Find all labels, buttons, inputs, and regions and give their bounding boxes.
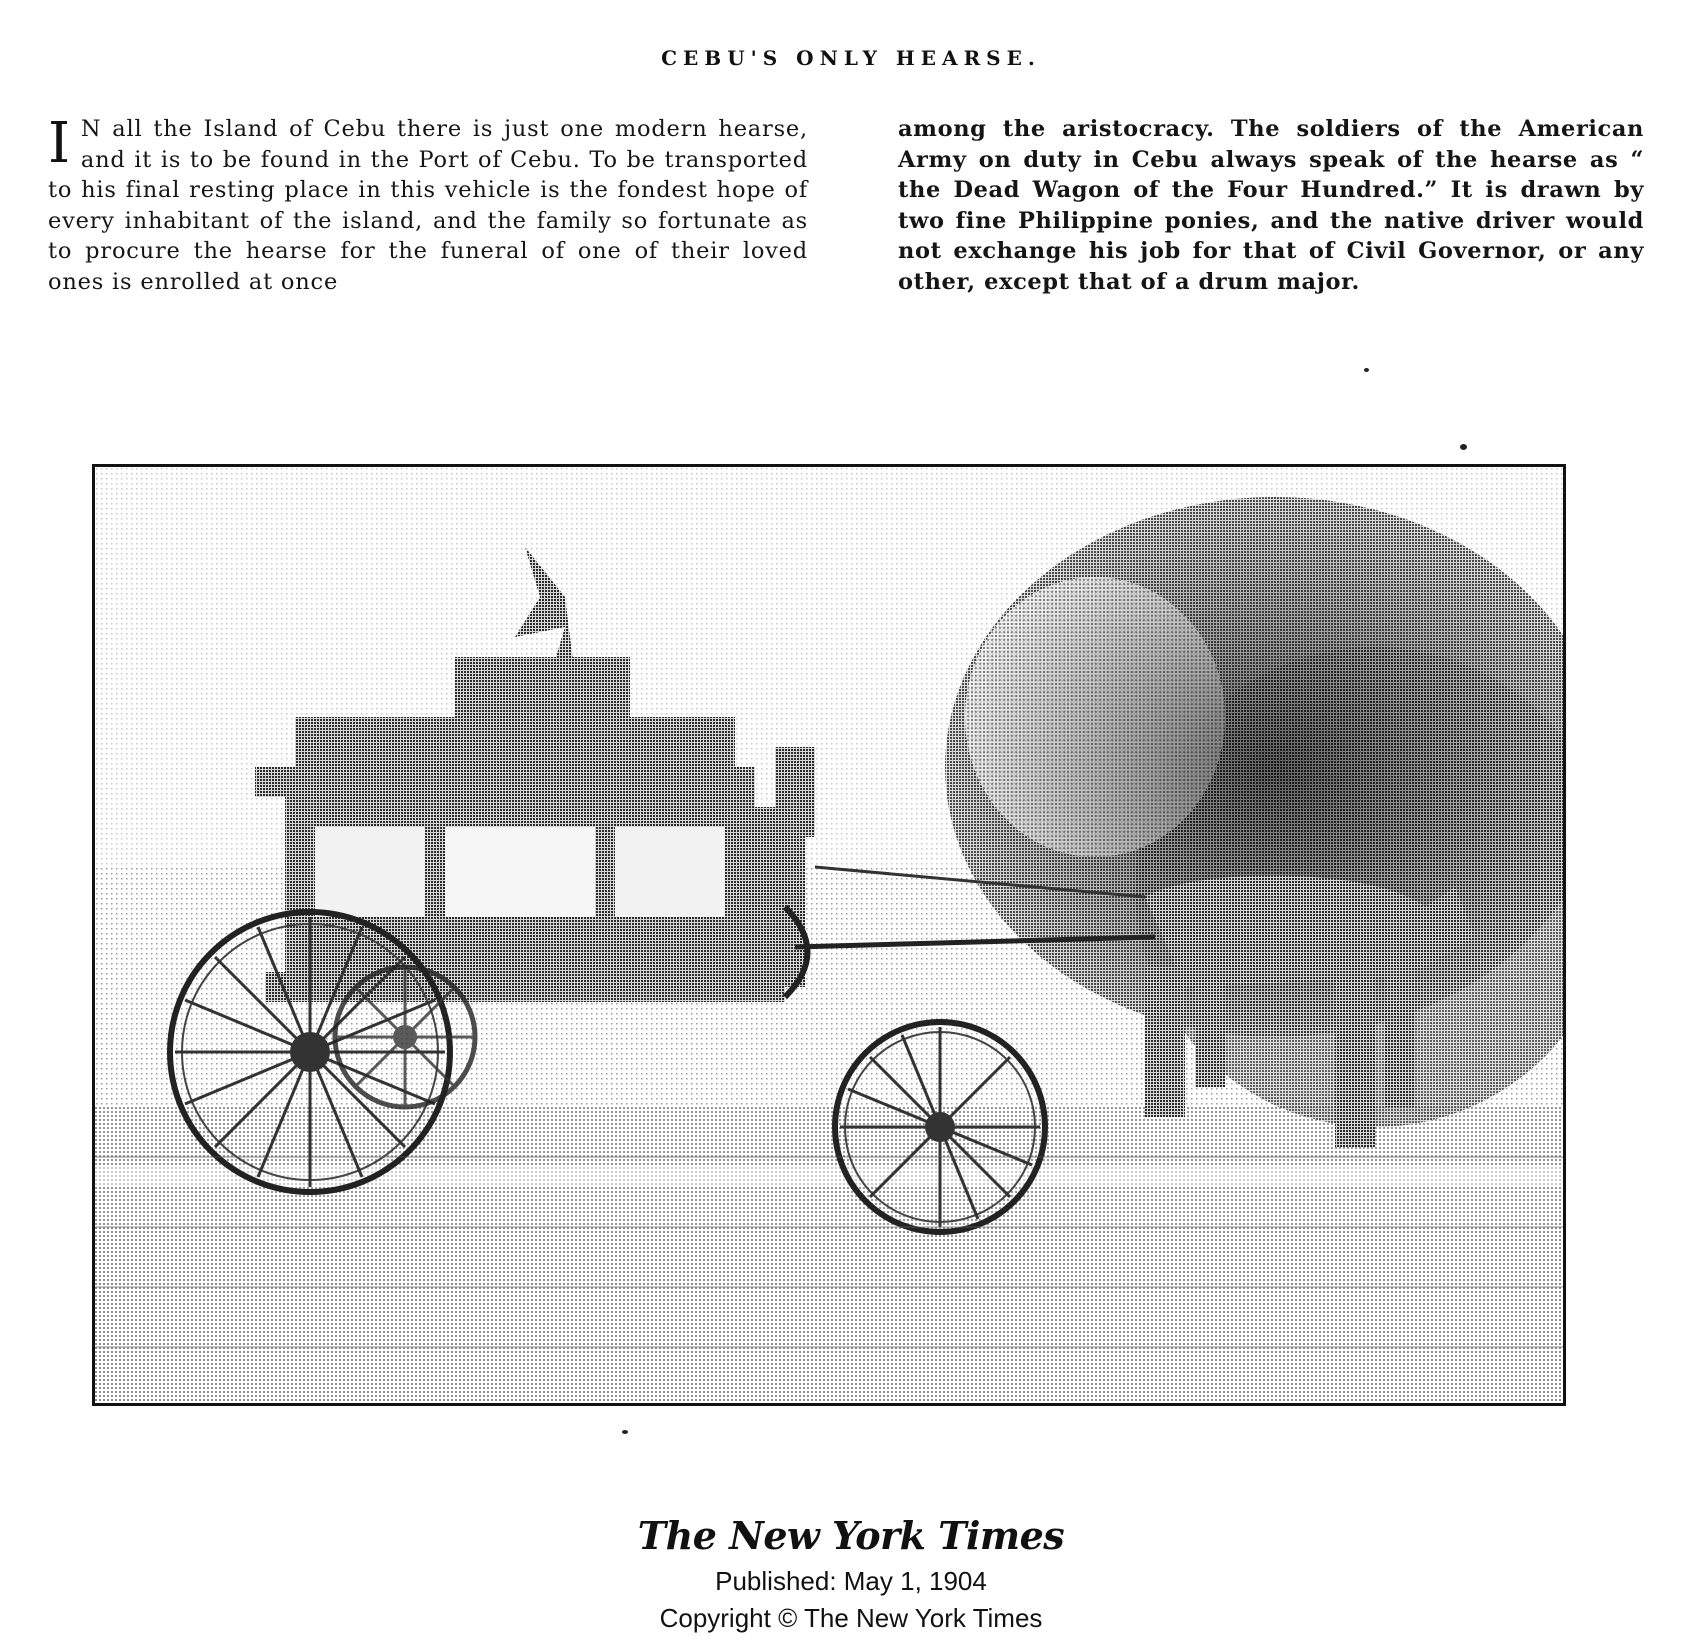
print-speck: [1364, 368, 1369, 372]
headline: CEBU'S ONLY HEARSE.: [661, 46, 1041, 70]
hearse-photograph: [92, 464, 1566, 1406]
nyt-logo: The New York Times: [637, 1513, 1065, 1558]
article-column-right: [898, 114, 1644, 297]
rear-wheel: [170, 912, 450, 1192]
published-date: Published: May 1, 1904: [715, 1566, 987, 1596]
copyright-notice: Copyright © The New York Times: [659, 1603, 1043, 1633]
drop-cap: I: [48, 111, 71, 176]
rear-wheel-far: [335, 967, 475, 1107]
hearse-illustration: [95, 467, 1563, 1403]
article-column-left: [48, 111, 808, 297]
front-wheel: [835, 1022, 1045, 1232]
column-left-text: N all the Island of Cebu there is just one modern hearse, and it is to be found in the Port of Cebu. To be transported to his final resting place in this vehicle is the fondest hope of every inhabitant of the island, and the family so fortunate as to procure the hearse for the funeral of one of their loved ones is enrolled at once: [48, 116, 808, 295]
print-speck: [1460, 444, 1467, 450]
column-right-text: among the aristocracy. The soldiers of the American Army on duty in Cebu always speak of the hearse as “ the Dead Wagon of the Four Hundred.” It is drawn by two fine Philippine ponies, and the native driver would not exchange his job for that of Civil Governor, or any other, except that of a drum major.: [898, 116, 1644, 295]
print-speck: [622, 1430, 628, 1434]
